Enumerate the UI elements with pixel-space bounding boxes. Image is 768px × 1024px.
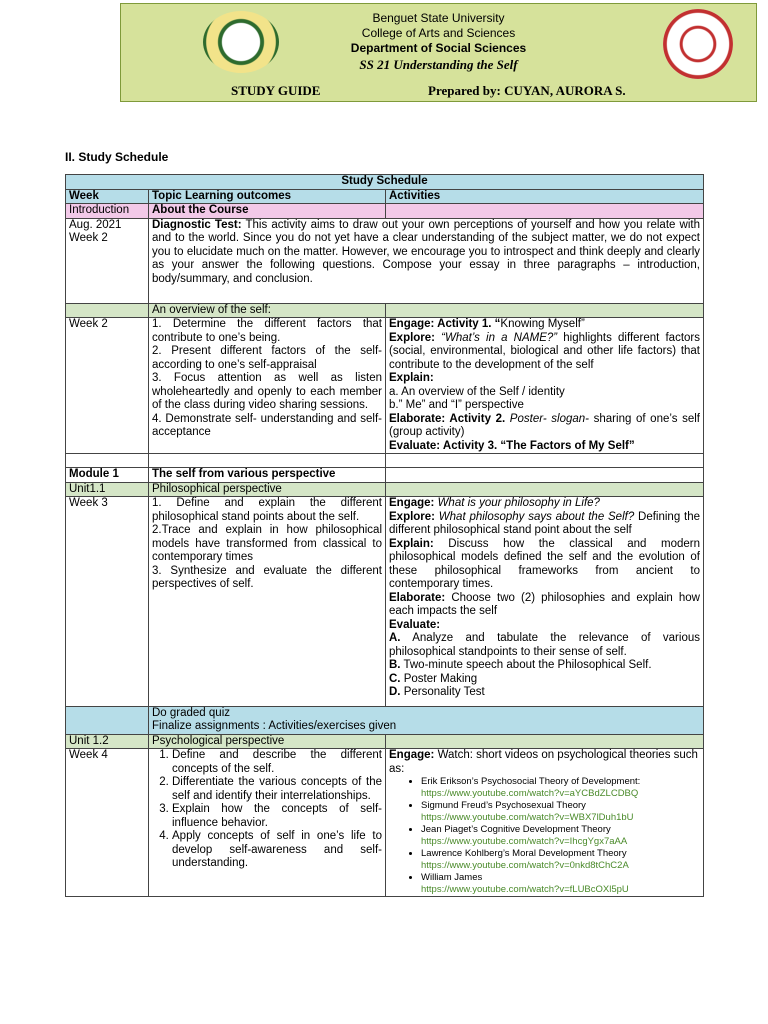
elaborate-text: sharing of one’s self (group activity) <box>389 412 700 438</box>
unit11-week: Unit1.1 <box>66 482 149 497</box>
engage-text: What is your philosophy in Life? <box>434 497 600 509</box>
intro-topic: About the Course <box>149 204 386 219</box>
video-item: • Lawrence Kohlberg’s Moral Development Theory https://www.youtube.com/watch?v=0nkd8tChC2A <box>421 848 700 872</box>
eval-d-text: Personality Test <box>400 686 485 698</box>
explore-label: Explore: <box>389 331 436 344</box>
unit12-week: Unit 1.2 <box>66 734 149 749</box>
overview-label: An overview of the self: <box>149 303 386 318</box>
unit12-topic: Psychological perspective <box>149 734 386 749</box>
explore-text: Defining the different philosophical stand point about the self <box>389 510 700 536</box>
engage-label: Engage: <box>389 749 435 761</box>
quiz-line: Do graded quiz <box>152 706 230 719</box>
empty-cell <box>386 303 704 318</box>
week4-week: Week 4 <box>66 749 149 897</box>
explore-label: Explore: <box>389 510 436 523</box>
diagnostic-test-cell <box>149 218 704 303</box>
explain-a: a. An overview of the Self / identity <box>389 385 565 398</box>
course-title: SS 21 Understanding the Self <box>359 57 518 72</box>
engage-text: Knowing Myself” <box>500 318 585 330</box>
week3-activities <box>386 497 704 707</box>
empty-cell <box>386 482 704 497</box>
outcome-item: 1. Define and describe the different concepts of the self. <box>172 749 382 776</box>
week2-outcomes <box>149 318 386 454</box>
video-item: • Erik Erikson’s Psychosocial Theory of Development: https://www.youtube.com/watch?v=aYCBdZLCDBQ <box>421 776 700 800</box>
empty-cell <box>66 303 149 318</box>
engage-text: Watch: short videos on psychological theories such as: <box>389 749 698 775</box>
empty-cell <box>386 454 704 468</box>
unit11-topic: Philosophical perspective <box>149 482 386 497</box>
outcome-item: 2. Present different factors of the self- according to one’s self-appraisal <box>152 345 382 371</box>
outcome-item: 3. Synthesize and evaluate the different perspectives of self. <box>152 564 382 590</box>
eval-d-label: D. <box>389 686 401 698</box>
outcome-item: 1. Determine the different factors that contribute to one’s being. <box>152 318 382 344</box>
video-item: • Jean Piaget’s Cognitive Development Theory https://www.youtube.com/watch?v=IhcgYgx7aAA <box>421 824 700 848</box>
explain-b: b.” Me” and “I” perspective <box>389 399 524 411</box>
week4-activities <box>386 749 704 897</box>
week4-outcomes <box>149 749 386 897</box>
outcome-item: 4. Apply concepts of self in one’s life to develop self-awareness and self- understanding. <box>172 830 382 871</box>
explore-text: highlights different factors (social, environmental, biological and other life factors) that contribute to the development of the self <box>389 331 700 371</box>
elaborate-label: Elaborate: <box>389 591 446 604</box>
intro-week: Introduction <box>66 204 149 219</box>
explore-italic: “What’s in a NAME?” <box>435 331 558 344</box>
diagnostic-text: This activity aims to draw out your own perceptions of yourself and how you relate with and to the world. Since you do not yet have a clear understanding of the subject matter, we do not expect you to elucidate much on the matter. However, we encourage you to introspect and think deeply and clearly as your answer the following questions. Compose your essay in three paragraphs – introduction, body/summary, and conclusion. <box>152 218 700 285</box>
video-item: • Sigmund Freud’s Psychosexual Theory https://www.youtube.com/watch?v=WBX7lDuh1bU <box>421 800 700 824</box>
elaborate-label: Elaborate: Activity 2. <box>389 412 506 425</box>
video-link[interactable]: https://www.youtube.com/watch?v=aYCBdZLCDBQ <box>421 788 639 799</box>
outcome-item: 3. Explain how the concepts of self-influence behavior. <box>172 803 382 830</box>
eval-b-label: B. <box>389 659 401 671</box>
outcome-item: 1. Define and explain the different philosophical stand points about the self. <box>152 497 382 523</box>
study-schedule-table <box>65 174 704 897</box>
explain-label: Explain: <box>389 537 434 550</box>
elaborate-text: Choose two (2) philosophies and explain how each impacts the self <box>389 591 700 617</box>
empty-cell <box>386 734 704 749</box>
col-header-outcomes: Topic Learning outcomes <box>149 189 386 204</box>
aug-week: Aug. 2021 Week 2 <box>66 218 149 303</box>
elaborate-italic: Poster- slogan- <box>505 412 590 425</box>
evaluate-label: Evaluate: <box>389 618 441 631</box>
empty-cell <box>386 468 704 483</box>
eval-c-label: C. <box>389 672 401 685</box>
university-name: Benguet State University <box>372 11 505 25</box>
document-header <box>120 3 757 102</box>
week3-week: Week 3 <box>66 497 149 707</box>
explain-label: Explain: <box>389 372 434 384</box>
empty-cell <box>149 454 386 468</box>
department-name: Department of Social Sciences <box>350 41 527 55</box>
engage-label: Engage: Activity 1. “ <box>389 318 501 330</box>
assignments-line: Finalize assignments : Activities/exercises given <box>152 720 397 732</box>
module1-topic: The self from various perspective <box>149 468 386 483</box>
eval-c-text: Poster Making <box>400 672 478 685</box>
study-guide-label: STUDY GUIDE <box>231 83 321 98</box>
prepared-by: Prepared by: CUYAN, AURORA S. <box>428 83 626 98</box>
col-header-week: Week <box>66 189 149 204</box>
diagnostic-label: Diagnostic Test: <box>152 218 242 231</box>
outcome-item: 2.Trace and explain in how philosophical models have transformed from classical to contemporary times <box>152 524 382 563</box>
eval-b-text: Two-minute speech about the Philosophical Self. <box>400 659 652 671</box>
module1-week: Module 1 <box>66 468 149 483</box>
explain-text: Discuss how the classical and modern philosophical models defined the self and the evolution of these philosophical frameworks from ancient to contemporary times. <box>389 537 700 590</box>
explore-italic: What philosophy says about the Self? <box>435 510 635 523</box>
video-link[interactable]: https://www.youtube.com/watch?v=WBX7lDuh1bU <box>421 812 634 823</box>
week2-week: Week 2 <box>66 318 149 454</box>
section-title: II. Study Schedule <box>65 150 169 164</box>
eval-a-text: Analyze and tabulate the relevance of various philosophical standpoints to their sense of self. <box>389 632 700 658</box>
outcome-item: 2. Differentiate the various concepts of the self and identify their interrelationships. <box>172 776 382 803</box>
empty-cell <box>66 706 149 734</box>
empty-cell <box>386 204 704 219</box>
video-link[interactable]: https://www.youtube.com/watch?v=fLUBcOXl5pU <box>421 884 629 895</box>
college-name: College of Arts and Sciences <box>361 26 516 40</box>
video-link[interactable]: https://www.youtube.com/watch?v=0nkd8tChC2A <box>421 860 629 871</box>
col-header-activities: Activities <box>386 189 704 204</box>
empty-cell <box>66 454 149 468</box>
video-item: • William James https://www.youtube.com/watch?v=fLUBcOXl5pU <box>421 872 700 896</box>
engage-label: Engage: <box>389 497 435 509</box>
eval-a-label: A. <box>389 632 401 644</box>
outcome-item: 3. Focus attention as well as listen wholeheartedly and openly to each member of the class during video sharing sessions. <box>152 372 382 411</box>
table-title: Study Schedule <box>66 175 704 190</box>
video-link[interactable]: https://www.youtube.com/watch?v=IhcgYgx7aAA <box>421 836 628 847</box>
quiz-cell <box>149 706 704 734</box>
week3-outcomes <box>149 497 386 707</box>
evaluate-text: Evaluate: Activity 3. “The Factors of My Self” <box>389 439 635 452</box>
outcome-item: 4. Demonstrate self- understanding and self-acceptance <box>152 412 382 438</box>
week2-activities <box>386 318 704 454</box>
